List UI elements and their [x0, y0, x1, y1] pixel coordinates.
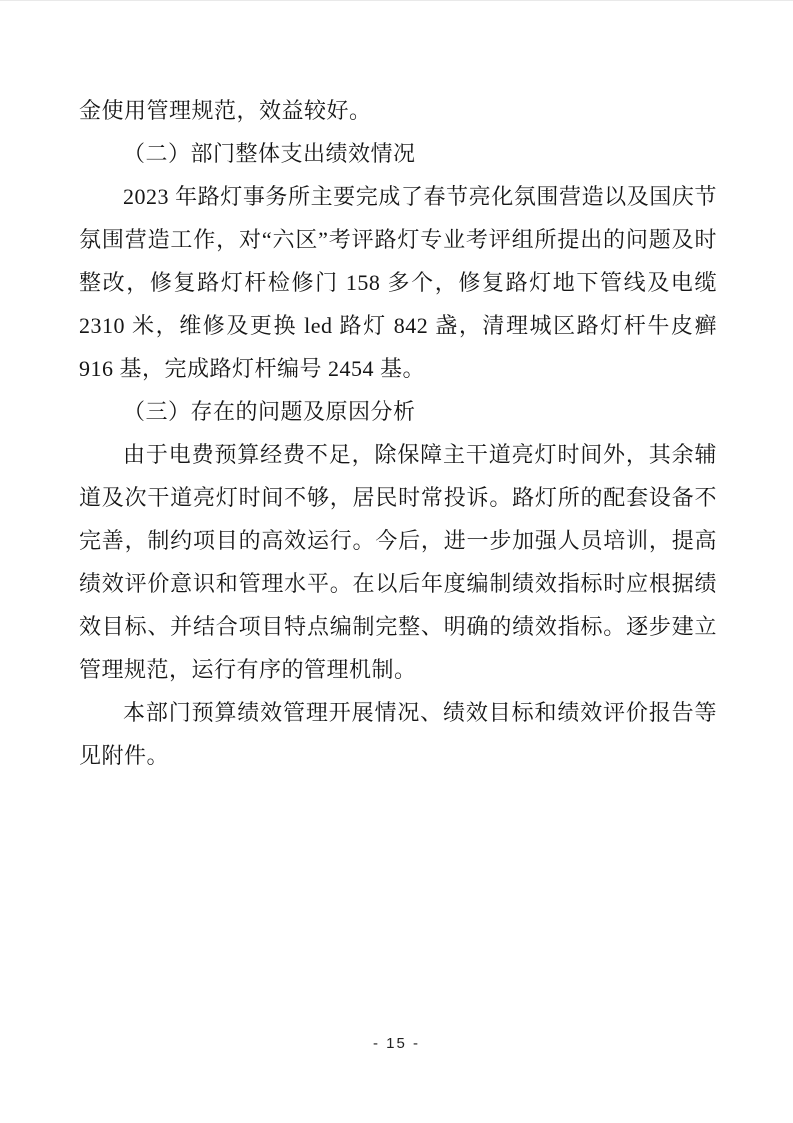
paragraph-section-2-body: 2023 年路灯事务所主要完成了春节亮化氛围营造以及国庆节氛围营造工作，对“六区”考评路灯专业考评组所提出的问题及时整改，修复路灯杆检修门 158 多个，修复路灯地下管线及电缆 2310 米，维修及更换 led 路灯 842 盏，清理城区路灯杆牛皮癣 916 基，完成路灯杆编号 2454 基。 — [79, 184, 717, 381]
page-number: - 15 - — [372, 1035, 420, 1052]
paragraph-continuation: 金使用管理规范，效益较好。 — [79, 98, 372, 123]
paragraph-section-3-body: 由于电费预算经费不足，除保障主干道亮灯时间外，其余辅道及次干道亮灯时间不够，居民时常投诉。路灯所的配套设备不完善，制约项目的高效运行。今后，进一步加强人员培训，提高绩效评价意识和管理水平。在以后年度编制绩效指标时应根据绩效目标、并结合项目特点编制完整、明确的绩效指标。逐步建立管理规范，运行有序的管理机制。 — [79, 442, 717, 682]
document-body — [79, 89, 717, 777]
section-heading-2: （二）部门整体支出绩效情况 — [123, 141, 416, 166]
paragraph-closing-note: 本部门预算绩效管理开展情况、绩效目标和绩效评价报告等见附件。 — [79, 700, 717, 768]
section-heading-3: （三）存在的问题及原因分析 — [123, 399, 416, 424]
